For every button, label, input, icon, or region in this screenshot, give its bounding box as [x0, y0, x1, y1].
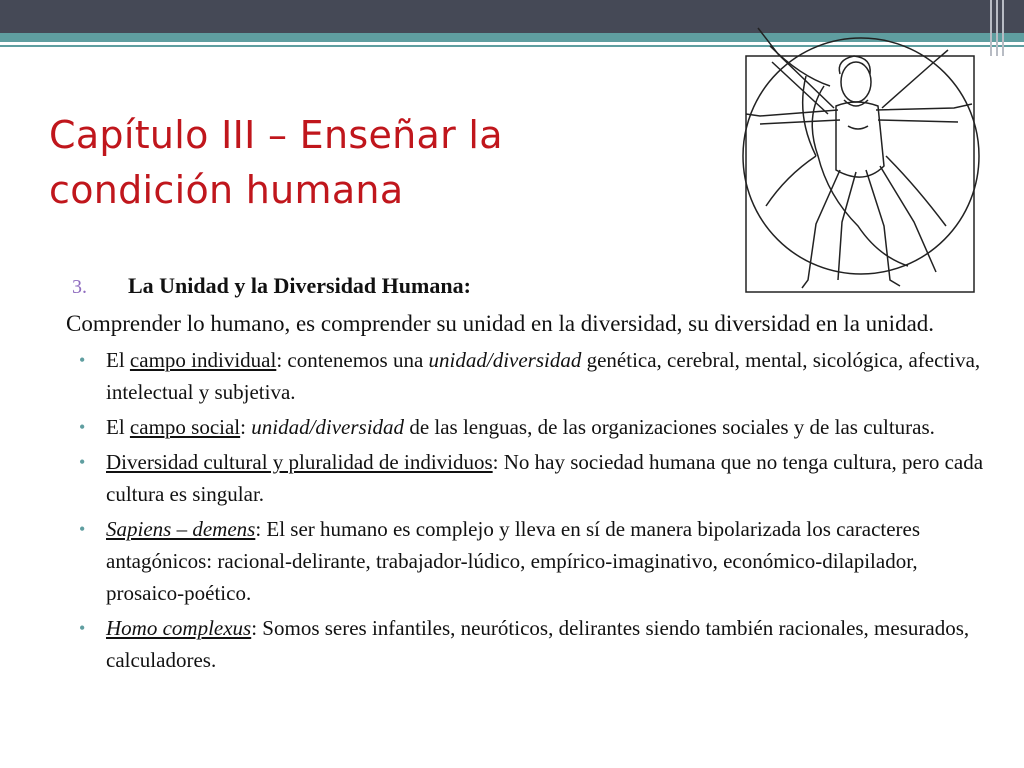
bullet-prefix: El — [106, 415, 130, 439]
bullet-text: : No hay sociedad humana que no tenga cultura, pero cada cultura es singular. — [106, 450, 984, 506]
bullet-item — [66, 411, 996, 443]
bullet-text: genética, cerebral, mental, sicológica, afectiva, intelectual y subjetiva. — [106, 348, 981, 404]
bullet-italic: unidad/diversidad — [251, 415, 405, 439]
bullet-term: campo individual — [129, 348, 277, 372]
section-heading-text: La Unidad y la Diversidad Humana: — [128, 273, 471, 298]
bullet-text: de las lenguas, de las organizaciones sociales y de las culturas. — [404, 415, 935, 439]
corner-decoration — [984, 0, 1024, 60]
section-number: 3. — [72, 276, 87, 298]
bullet-dot-icon: • — [79, 618, 86, 638]
bullet-list — [66, 344, 996, 676]
bullet-item — [66, 513, 996, 609]
section-heading — [72, 268, 996, 305]
bullet-dot-icon: • — [79, 350, 86, 370]
bullet-dot-icon: • — [79, 452, 86, 472]
bullet-item — [66, 446, 996, 510]
bullet-item — [66, 612, 996, 676]
title-line-1: Capítulo III – Enseñar la — [49, 113, 503, 157]
intro-paragraph: Comprender lo humano, es comprender su unidad en la diversidad, su diversidad en la unidad. — [66, 311, 935, 336]
bullet-dot-icon: • — [79, 417, 86, 437]
bullet-prefix: El — [106, 348, 130, 372]
bullet-term: Homo complexus — [106, 616, 252, 640]
bullet-text: : El ser humano es complejo y lleva en sí de manera bipolarizada los caracteres antagónicos: racional-delirante, trabajador-lúdico, empírico-imaginativo, económico-dilapilador, prosaico-poético. — [106, 517, 921, 605]
bullet-italic: unidad/diversidad — [428, 348, 582, 372]
bullet-separator: : — [240, 415, 252, 439]
bullet-term: Sapiens – demens — [106, 517, 256, 541]
slide-title — [49, 108, 689, 218]
bullet-dot-icon: • — [79, 519, 86, 539]
title-line-2: condición humana — [49, 168, 404, 212]
bullet-separator: : contenemos una — [276, 348, 429, 372]
vitruvian-man-icon — [716, 16, 986, 296]
bullet-item — [66, 344, 996, 408]
bullet-text: : Somos seres infantiles, neuróticos, delirantes siendo también racionales, mesurados, calculadores. — [106, 616, 970, 672]
bullet-term: campo social — [129, 415, 241, 439]
slide-body — [66, 268, 996, 679]
bullet-term: Diversidad cultural y pluralidad de individuos — [106, 450, 493, 474]
